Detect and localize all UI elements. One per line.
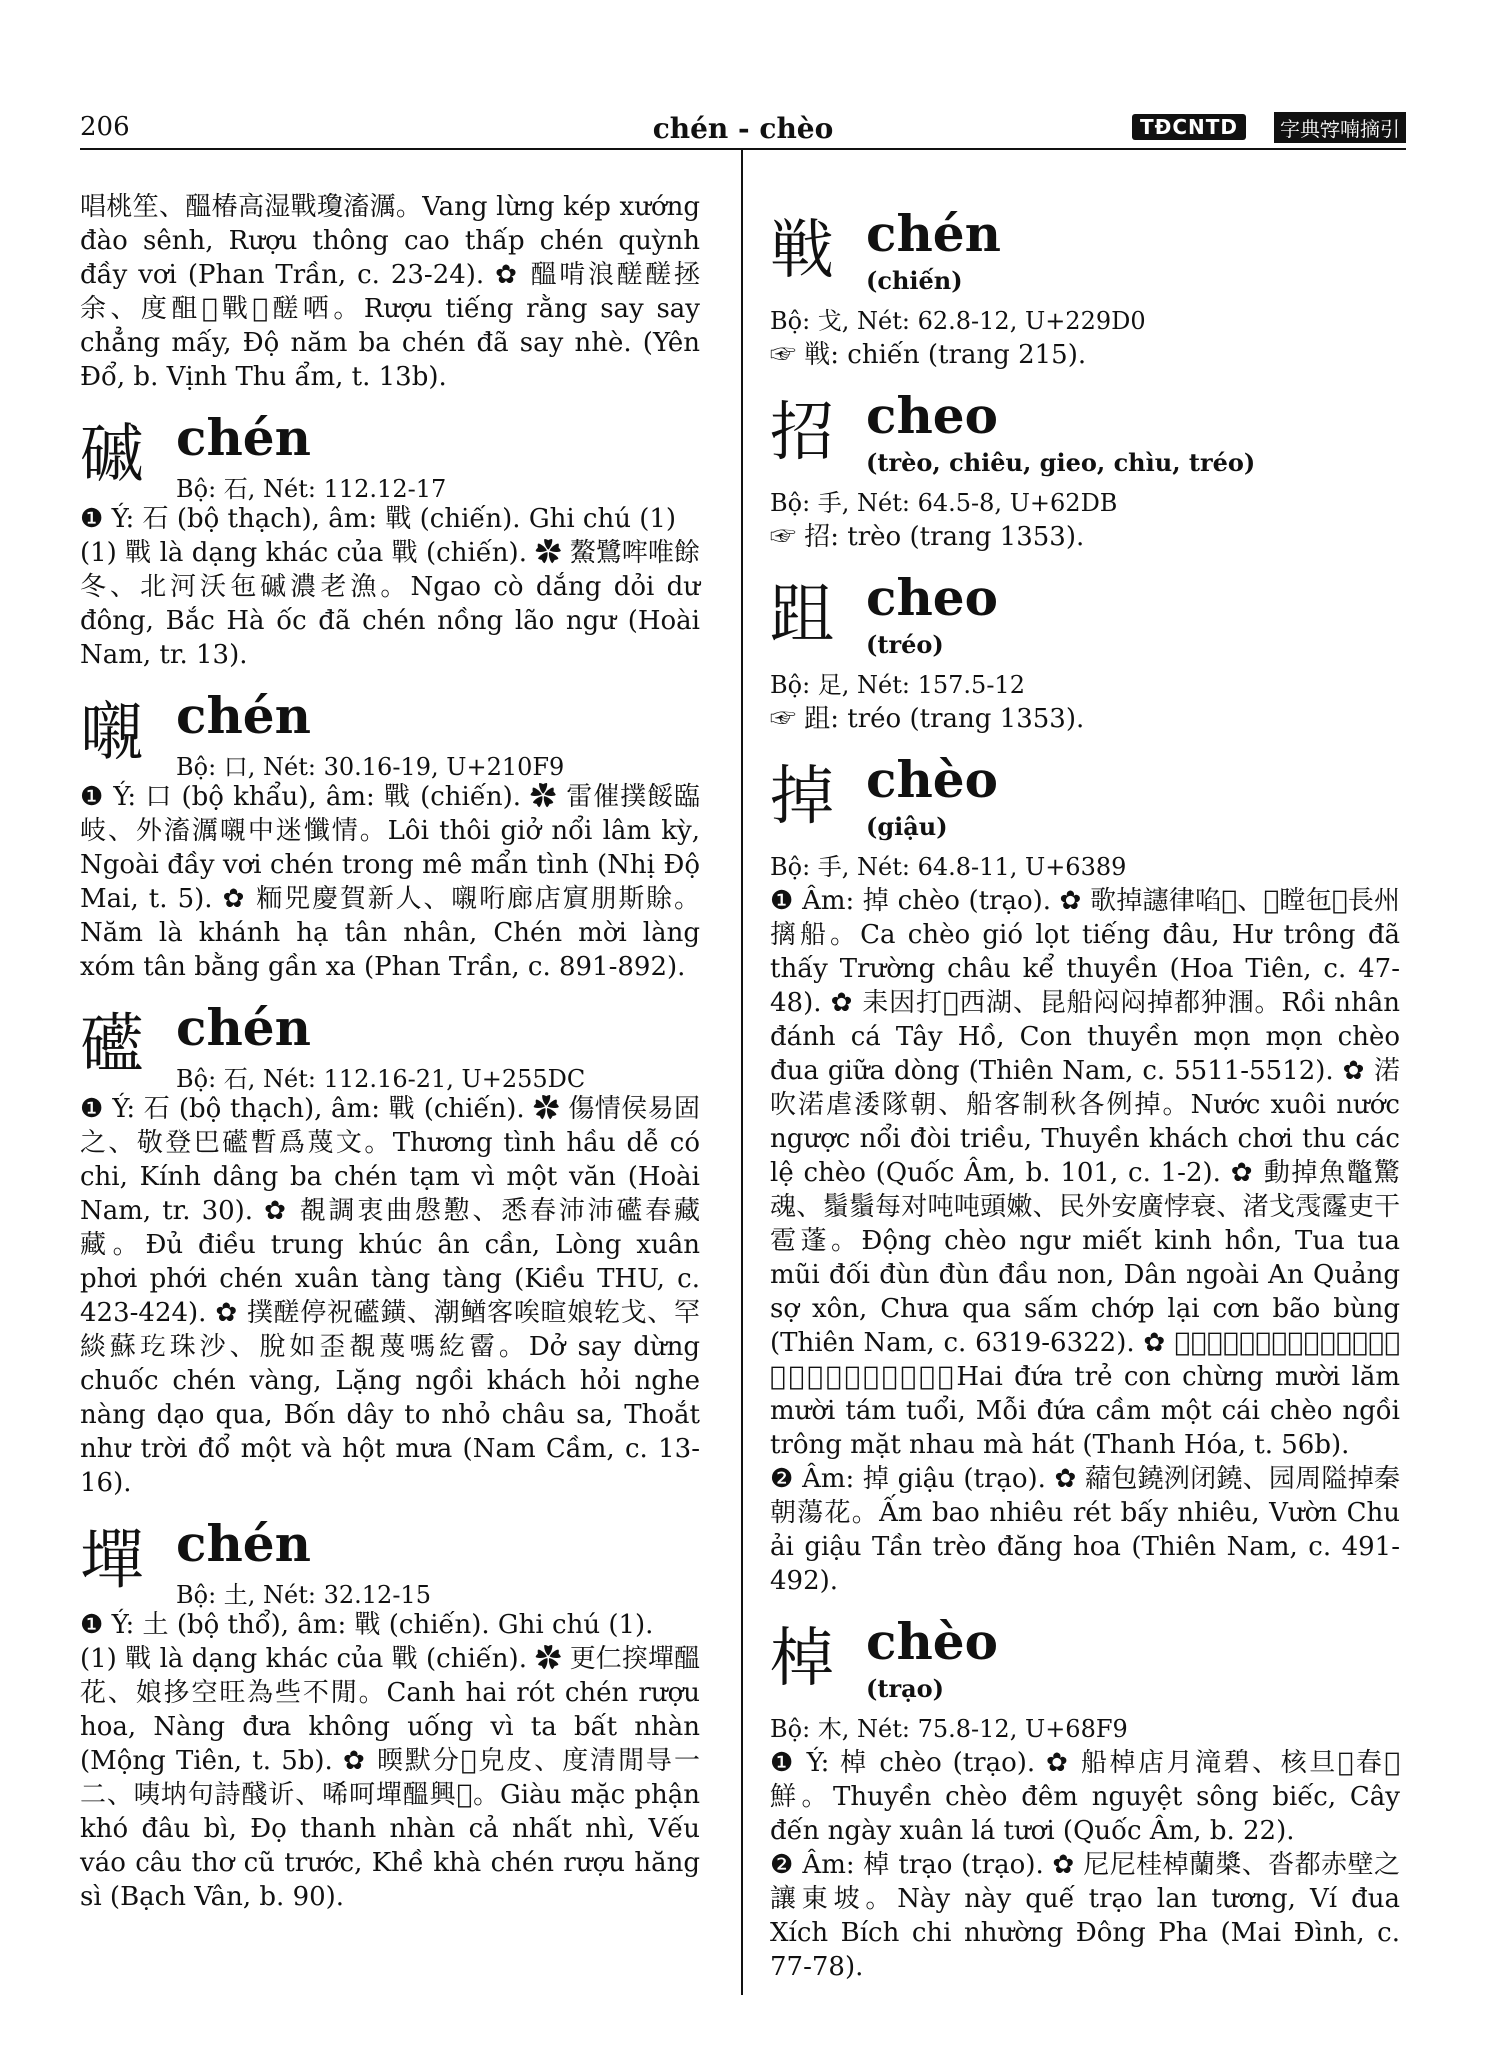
dictionary-entry xyxy=(770,204,1400,372)
entry-headword: chén xyxy=(176,1514,311,1573)
entry-meta: Bộ: 手, Nét: 64.8-11, U+6389 xyxy=(770,853,1127,881)
entry-definition: ☞ 招: trèo (trang 1353). xyxy=(770,522,1085,552)
entry-headword: cheo xyxy=(866,386,998,445)
entry-head xyxy=(770,204,1400,304)
entry-definition: ❶ Ý: 棹 chèo (trạo). ✿ 船棹店月滝碧、核旦𣎀春𤽗鮮。Thuyền chèo đêm nguyệt sông biếc, Cây đến ngày xuân lá tươi (Quốc Âm, b. 22). xyxy=(770,1748,1400,1846)
entry-head xyxy=(80,686,700,781)
page-number: 206 xyxy=(80,112,130,142)
entry-meta: Bộ: 木, Nét: 75.8-12, U+68F9 xyxy=(770,1715,1128,1743)
publisher-logo: TĐCNTD xyxy=(1132,114,1246,140)
dictionary-entry xyxy=(770,750,1400,1598)
entry-character: 掉 xyxy=(770,760,834,834)
entry-meta: Bộ: 口, Nét: 30.16-19, U+210F9 xyxy=(176,753,565,781)
running-title: chén - chèo xyxy=(652,112,834,145)
entry-definition: ❶ Ý: 土 (bộ thổ), âm: 戰 (chiến). Ghi chú (1). xyxy=(80,1610,654,1640)
entry-alt-readings: (giậu) xyxy=(866,812,948,841)
entry-character: 戦 xyxy=(770,214,834,288)
entry-head xyxy=(80,408,700,503)
entry-character: 嚫 xyxy=(80,696,144,770)
entry-head xyxy=(770,568,1400,668)
entry-character: 招 xyxy=(770,396,834,470)
entry-definition: (1) 戰 là dạng khác của 戰 (chiến). ✿ 更仁揬墠醞花、娘拸空旺為些不閒。Canh hai rót chén rượu hoa, Nàng đưa không uống vì ta bất nhàn (Mộng Tiên, t. 5b). ✿ 㬉默分𡗶皃皮、度清閒㝵一二、咦㘨句詩醆䜣、唏呵墠醞興𪠞。Giàu mặc phận khó đâu bì, Đọ thanh nhàn cả nhất nhì, Vếu váo câu thơ cũ trước, Khề khà chén rượu hăng sì (Bạch Vân, b. 90). xyxy=(80,1644,700,1912)
page-header xyxy=(80,104,1406,150)
entry-headword: chén xyxy=(176,408,311,467)
dictionary-entry xyxy=(80,1514,700,1914)
entry-definition: ❶ Ý: 石 (bộ thạch), âm: 戰 (chiến). Ghi chú (1) xyxy=(80,504,677,534)
entry-definition: ☞ 戦: chiến (trang 215). xyxy=(770,340,1087,370)
entry-character: 跙 xyxy=(770,578,834,652)
dictionary-entry xyxy=(80,998,700,1500)
entry-meta: Bộ: 戈, Nét: 62.8-12, U+229D0 xyxy=(770,307,1146,335)
entry-meta: Bộ: 手, Nét: 64.5-8, U+62DB xyxy=(770,489,1118,517)
entry-definition: ❶ Ý: 口 (bộ khẩu), âm: 戰 (chiến). ✿ 雷催撲餒臨岐、外滀濿嚫中迷懺情。Lôi thôi giở nổi lâm kỳ, Ngoài đầy vơi chén trong mê mẩn tình (Nhị Độ Mai, t. 5). ✿ 粫兕慶賀新人、嚫哘廊店賔朋斯賖。Năm là khánh hạ tân nhân, Chén mời làng xóm tân bằng gần xa (Phan Trần, c. 891-892). xyxy=(80,782,700,982)
entry-alt-readings: (tréo) xyxy=(866,630,944,659)
entry-headword: chén xyxy=(176,998,311,1057)
entry-meta: Bộ: 土, Nét: 32.12-15 xyxy=(176,1581,431,1609)
entry-definition: ❷ Âm: 棹 trạo (trạo). ✿ 尼尼桂棹蘭槳、沓都赤壁之讓東坡。Này này quế trạo lan tương, Ví đua Xích Bích chi nhường Đông Pha (Mai Đình, c. 77-78). xyxy=(770,1850,1400,1982)
entry-meta: Bộ: 足, Nét: 157.5-12 xyxy=(770,671,1025,699)
entry-character: 礷 xyxy=(80,1008,144,1082)
dictionary-entry xyxy=(80,408,700,672)
continued-text: 唱桃笙、醞椿高湿戰瓊滀濿。Vang lừng kép xướng đào sênh, Rượu thông cao thấp chén quỳnh đầy vơi (Phan Trần, c. 23-24). ✿ 醞啃浪醝醝拯余、度䣯𥙩戰𠀧醝哂。Rượu tiếng rằng say say chẳng mấy, Độ năm ba chén đã say nhè. (Yên Đổ, b. Vịnh Thu ẩm, t. 13b). xyxy=(80,192,700,392)
entry-definition: (1) 戰 là dạng khác của 戰 (chiến). ✿ 鰲鷺哰唯餘冬、北河沃㐌磩濃老漁。Ngao cò dắng dỏi dư đông, Bắc Hà ốc đã chén nồng lão ngư (Hoài Nam, tr. 13). xyxy=(80,538,700,670)
entry-head xyxy=(80,1514,700,1609)
entry-definition: ❷ Âm: 掉 giậu (trạo). ✿ 𧃴包鐃洌闭鐃、园周隘掉秦朝蕩花。Ấm bao nhiêu rét bấy nhiêu, Vườn Chu ải giậu Tần trèo đăng hoa (Thiên Nam, c. 491-492). xyxy=(770,1464,1400,1596)
entry-headword: chèo xyxy=(866,1612,998,1671)
entry-headword: chén xyxy=(176,686,311,745)
entry-meta: Bộ: 石, Nét: 112.12-17 xyxy=(176,475,447,503)
entry-headword: chén xyxy=(866,204,1001,263)
entry-meta: Bộ: 石, Nét: 112.16-21, U+255DC xyxy=(176,1065,586,1093)
column-divider xyxy=(741,150,743,1995)
series-logo: 字典𡨸喃摘引 xyxy=(1274,112,1406,143)
entry-head xyxy=(770,1612,1400,1712)
entry-character: 磩 xyxy=(80,418,144,492)
dictionary-entry xyxy=(770,1612,1400,1984)
entry-character: 墠 xyxy=(80,1524,144,1598)
entry-definition: ❶ Ý: 石 (bộ thạch), âm: 戰 (chiến). ✿ 傷情侯易固之、敬登巴礷暫爲蔑文。Thương tình hầu dễ có chi, Kính dâng ba chén tạm vì một văn (Hoài Nam, tr. 30). ✿ 覩調衷曲慇懃、悉春沛沛礷春藏藏。Đủ điều trung khúc ân cần, Lòng xuân phơi phới chén xuân tàng tàng (Kiều THU, c. 423-424). ✿ 撲醝停祝礷鐄、潮䲡客唉暄娘䢀戈、罕緂蘇𤣮珠沙、脫如歪覩蔑嗎紇霤。Dở say dừng chuốc chén vàng, Lặng ngồi khách hỏi nghe nàng dạo qua, Bốn dây to nhỏ châu sa, Thoắt như trời đổ một và hột mưa (Nam Cầm, c. 13-16). xyxy=(80,1094,700,1498)
entry-head xyxy=(770,750,1400,850)
entry-headword: chèo xyxy=(866,750,998,809)
entry-alt-readings: (trạo) xyxy=(866,1674,944,1703)
entry-definition: ☞ 跙: tréo (trang 1353). xyxy=(770,704,1085,734)
entry-head xyxy=(770,386,1400,486)
left-column xyxy=(80,190,700,1914)
entry-headword: cheo xyxy=(866,568,998,627)
entry-character: 棹 xyxy=(770,1622,834,1696)
entry-definition: ❶ Âm: 掉 chèo (trạo). ✿ 歌掉䜢律啗𠶋、𥉮瞠㐌𧡊長州摛船。Ca chèo gió lọt tiếng đâu, Hư trông đã thấy Trường châu kể thuyền (Hoa Tiên, c. 47-48). ✿ 耒因打𩵜西湖、昆船闷闷掉都狆涠。Rồi nhân đánh cá Tây Hồ, Con thuyền mọn mọn chèo đua giữa dòng (Thiên Nam, c. 5511-5512). ✿ 渃吹渃虐涹隊朝、船客制秋各例掉。Nước xuôi nước ngược nổi đòi triều, Thuyền khách chơi thu các lệ chèo (Quốc Âm, b. 101, c. 1-2). ✿ 動掉魚鼈驚魂、鬚鬚每对吨吨頭嫩、民外安廣悖衰、渚戈𩂟霳吏干雹蓬。Động chèo ngư miết kinh hồn, Tua tua mũi đối đùn đùn đầu non, Dân ngoài An Quảng sợ xôn, Chưa qua sấm chớp lại cơn bão bùng (Thiên Nam, c. 6319-6322). ✿ 𠂝𥙪𥚄𤢿澄廸𣛟廸𠦻歲、每㐌拎𣳔丐掉坐𪄌𦝄鐃麻唱。Hai đứa trẻ con chừng mười lăm mười tám tuổi, Mỗi đứa cầm một cái chèo ngồi trông mặt nhau mà hát (Thanh Hóa, t. 56b). xyxy=(770,886,1400,1460)
dictionary-entry xyxy=(770,568,1400,736)
dictionary-entry xyxy=(770,386,1400,554)
entry-alt-readings: (chiến) xyxy=(866,266,963,295)
right-column xyxy=(770,190,1400,1984)
dictionary-entry xyxy=(80,686,700,984)
entry-alt-readings: (trèo, chiêu, gieo, chìu, tréo) xyxy=(866,448,1256,477)
entry-head xyxy=(80,998,700,1093)
